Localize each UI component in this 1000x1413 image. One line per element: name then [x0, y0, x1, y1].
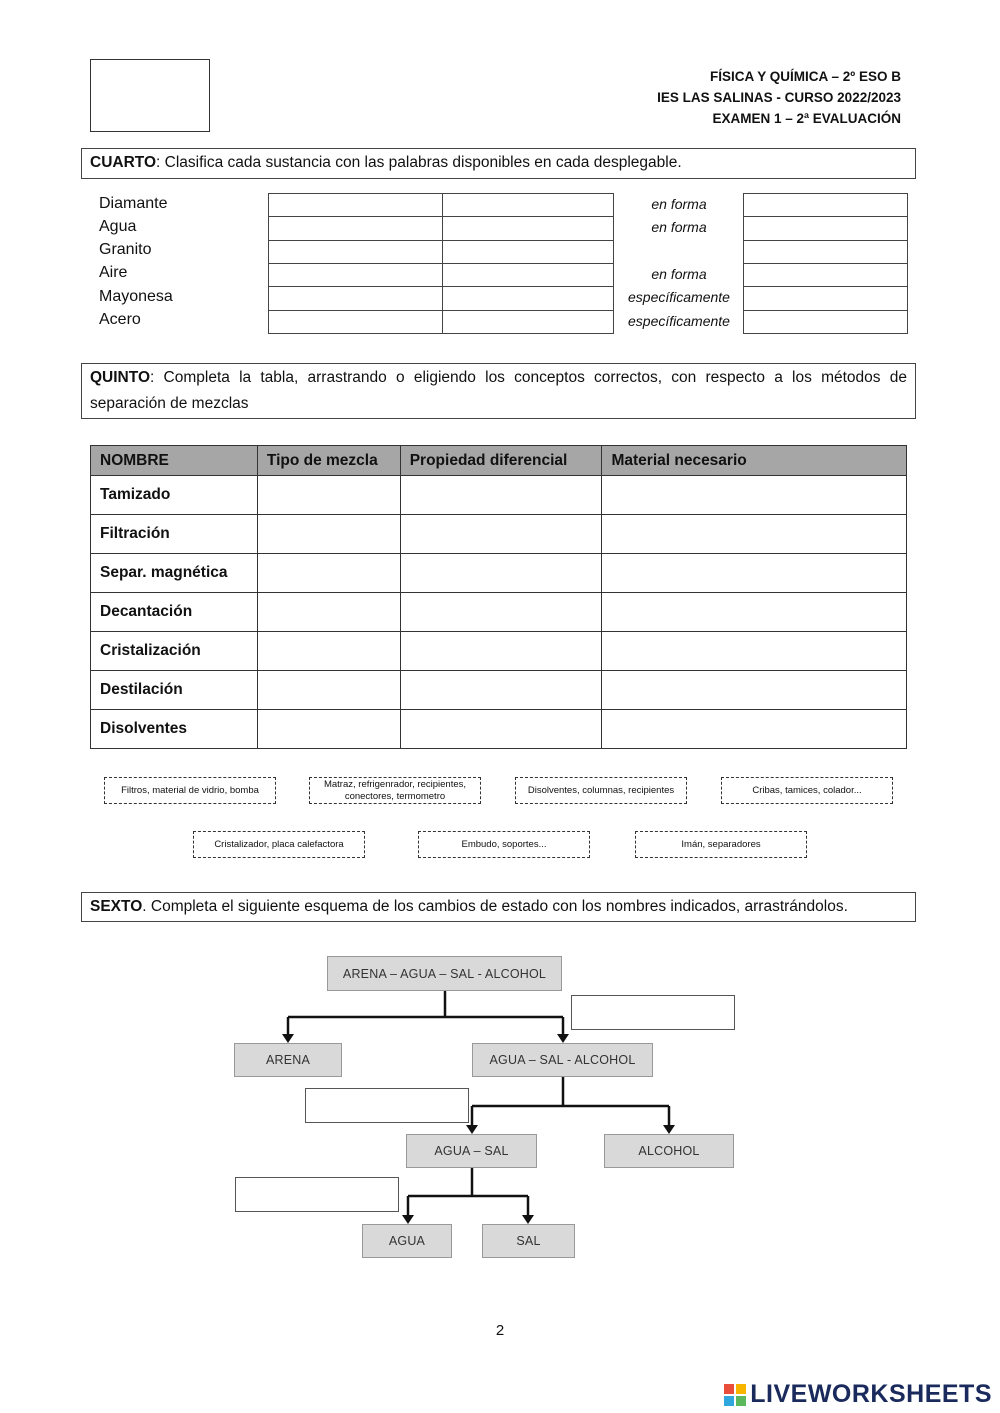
- arrowhead: [402, 1215, 414, 1224]
- qualifier-text: específicamente: [628, 289, 730, 305]
- drop-zone-method-2[interactable]: [305, 1088, 469, 1123]
- substance-label: Granito: [99, 241, 152, 258]
- drop-zone-method-3[interactable]: [235, 1177, 399, 1212]
- method-name: Disolventes: [91, 710, 258, 749]
- liveworksheets-logo[interactable]: [724, 1380, 992, 1409]
- substance-label: Diamante: [99, 195, 168, 212]
- quinto-label: QUINTO: [90, 369, 150, 386]
- drag-chip[interactable]: Disolventes, columnas, recipientes: [515, 777, 687, 804]
- drag-chip[interactable]: Imán, separadores: [635, 831, 807, 858]
- table-header-tipo: Tipo de mezcla: [257, 446, 400, 476]
- method-name: Destilación: [91, 671, 258, 710]
- substance-label: Agua: [99, 218, 137, 235]
- method-name: Tamizado: [91, 476, 258, 515]
- substance-label: Acero: [99, 311, 141, 328]
- method-name: Cristalización: [91, 632, 258, 671]
- method-name: Decantación: [91, 593, 258, 632]
- qualifier-text: en forma: [651, 196, 707, 212]
- drag-chip[interactable]: Cribas, tamices, colador...: [721, 777, 893, 804]
- page-number: 2: [495, 1322, 505, 1339]
- arrowhead: [663, 1125, 675, 1134]
- qualifier-text: en forma: [651, 219, 707, 235]
- substance-label: Aire: [99, 264, 128, 281]
- drag-chip[interactable]: Filtros, material de vidrio, bomba: [104, 777, 276, 804]
- sexto-text: . Completa el siguiente esquema de los cambios de estado con los nombres indicados, arrastrándolos.: [142, 898, 848, 915]
- arrowhead: [282, 1034, 294, 1043]
- header-subject: FÍSICA Y QUÍMICA – 2º ESO B: [710, 69, 901, 84]
- header-exam: EXAMEN 1 – 2ª EVALUACIÓN: [712, 111, 901, 126]
- liveworksheets-icon: [724, 1384, 746, 1406]
- node-mixture-root: ARENA – AGUA – SAL - ALCOHOL: [327, 956, 562, 991]
- sexto-label: SEXTO: [90, 898, 143, 915]
- qualifier-text: específicamente: [628, 313, 730, 329]
- quinto-text: : Completa la tabla, arrastrando o eligiendo los conceptos correctos, con respecto a los métodos de separación de mezclas: [90, 369, 907, 412]
- header-school: IES LAS SALINAS - CURSO 2022/2023: [657, 90, 901, 105]
- drop-zone-method-1[interactable]: [571, 995, 735, 1030]
- node-agua: AGUA: [362, 1224, 452, 1258]
- table-header-propiedad: Propiedad diferencial: [400, 446, 602, 476]
- node-sal: SAL: [482, 1224, 575, 1258]
- drag-chip[interactable]: Cristalizador, placa calefactora: [193, 831, 365, 858]
- node-agua-sal: AGUA – SAL: [406, 1134, 537, 1168]
- qualifier-text: en forma: [651, 266, 707, 282]
- arrowhead: [466, 1125, 478, 1134]
- method-name: Separ. magnética: [91, 554, 258, 593]
- method-name: Filtración: [91, 515, 258, 554]
- cuarto-text: : Clasifica cada sustancia con las palabras disponibles en cada desplegable.: [156, 154, 682, 171]
- table-header-material: Material necesario: [602, 446, 907, 476]
- liveworksheets-brand-text: LIVEWORKSHEETS: [750, 1380, 992, 1408]
- drag-chip[interactable]: Matraz, refrigenrador, recipientes, conectores, termometro: [309, 777, 481, 804]
- node-arena: ARENA: [234, 1043, 342, 1077]
- cuarto-label: CUARTO: [90, 154, 157, 171]
- node-alcohol: ALCOHOL: [604, 1134, 734, 1168]
- arrowhead: [557, 1034, 569, 1043]
- drag-chip[interactable]: Embudo, soportes...: [418, 831, 590, 858]
- node-agua-sal-alcohol: AGUA – SAL - ALCOHOL: [472, 1043, 653, 1077]
- table-header-nombre: NOMBRE: [91, 446, 258, 476]
- substance-label: Mayonesa: [99, 288, 173, 305]
- arrowhead: [522, 1215, 534, 1224]
